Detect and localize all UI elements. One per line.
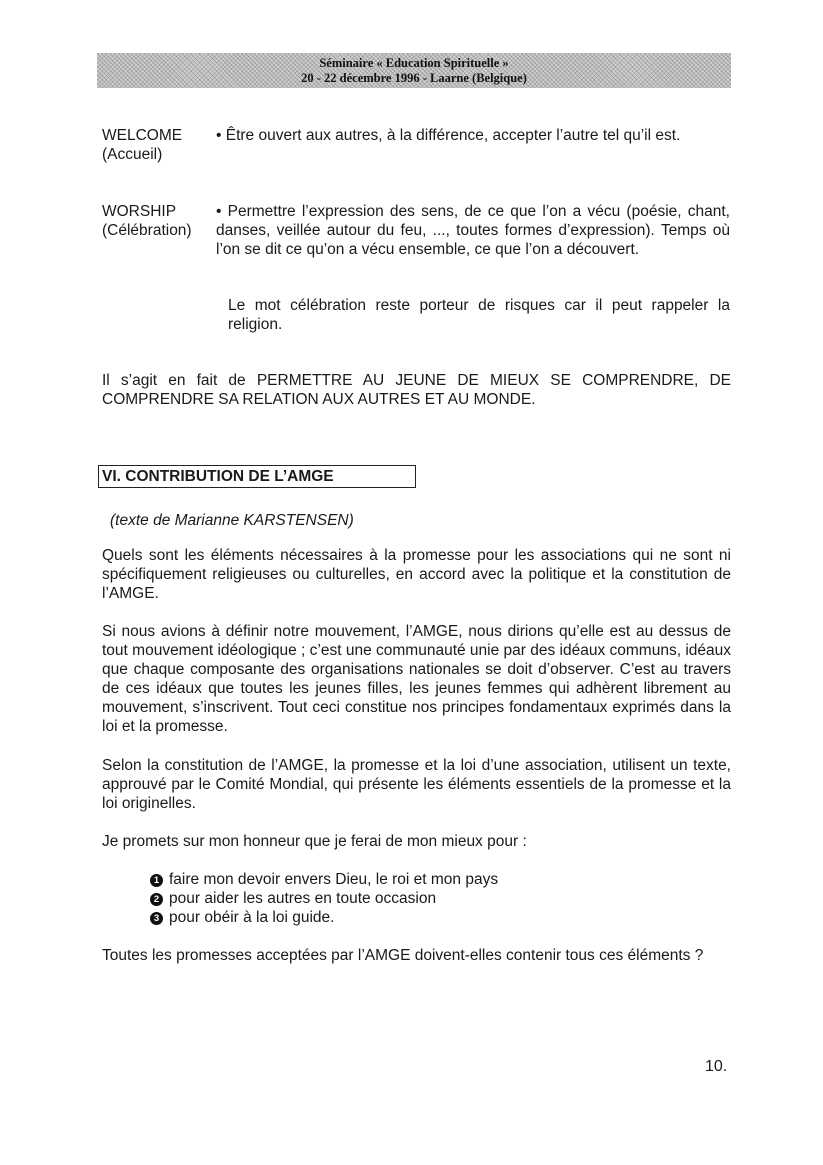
welcome-term-label: WELCOME bbox=[102, 127, 183, 144]
number-badge-1: 1 bbox=[150, 874, 163, 887]
paragraph-1: Quels sont les éléments nécessaires à la promesse pour les associations qui ne sont ni spécifiquement religieuses ou culturelles, en accord avec la politique et la constitution de l’AMGE. bbox=[102, 547, 731, 602]
welcome-description: • Être ouvert aux autres, à la différence, accepter l’autre tel qu’il est. bbox=[216, 127, 681, 144]
list-item-text: pour obéir à la loi guide. bbox=[169, 909, 335, 926]
worship-description: • Permettre l’expression des sens, de ce que l’on a vécu (poésie, chant, danses, veillée autour du feu, ..., toutes formes d’expression). Temps où l’on se dit ce qu’on a vécu ensemble, ce que l’on a découvert. bbox=[216, 203, 730, 258]
list-item bbox=[150, 870, 498, 889]
section-heading: VI. CONTRIBUTION DE L’AMGE bbox=[98, 465, 416, 488]
page-number: 10. bbox=[705, 1058, 728, 1075]
number-badge-2: 2 bbox=[150, 893, 163, 906]
number-badge-3: 3 bbox=[150, 912, 163, 925]
list-item-text: faire mon devoir envers Dieu, le roi et mon pays bbox=[169, 871, 499, 888]
paragraph-2: Si nous avions à définir notre mouvement, l’AMGE, nous dirions qu’elle est au dessus de tout mouvement idéologique ; c’est une communauté unie par des idéaux communs, idéaux que chaque composante des organisations nationales se doit d’observer. C’est au travers de ces idéaux que toutes les jeunes filles, les jeunes femmes qui adhèrent librement au mouvement, s’inscrivent. Tout ceci constitue nos principes fondamentaux exprimés dans la loi et la promesse. bbox=[102, 623, 731, 735]
welcome-term bbox=[102, 126, 182, 164]
welcome-subterm: (Accueil) bbox=[102, 146, 163, 163]
section-author: (texte de Marianne KARSTENSEN) bbox=[110, 512, 354, 529]
promise-list bbox=[150, 870, 498, 927]
header-date-location: 20 - 22 décembre 1996 - Laarne (Belgique) bbox=[301, 71, 527, 85]
worship-note: Le mot célébration reste porteur de risques car il peut rappeler la religion. bbox=[228, 297, 730, 333]
paragraph-3: Selon la constitution de l’AMGE, la promesse et la loi d’une association, utilisent un texte, approuvé par le Comité Mondial, qui présente les éléments essentiels de la promesse et la loi originelles. bbox=[102, 757, 731, 812]
paragraph-4: Je promets sur mon honneur que je ferai de mon mieux pour : bbox=[102, 833, 527, 850]
seminar-header bbox=[97, 53, 731, 88]
header-title: Séminaire « Education Spirituelle » bbox=[319, 56, 509, 70]
summary-paragraph: Il s’agit en fait de PERMETTRE AU JEUNE DE MIEUX SE COMPRENDRE, DE COMPRENDRE SA RELATION AUX AUTRES ET AU MONDE. bbox=[102, 372, 731, 408]
worship-term-label: WORSHIP bbox=[102, 203, 177, 220]
list-item-text: pour aider les autres en toute occasion bbox=[169, 890, 437, 907]
worship-term bbox=[102, 202, 192, 240]
list-item bbox=[150, 908, 498, 927]
closing-paragraph: Toutes les promesses acceptées par l’AMGE doivent-elles contenir tous ces éléments ? bbox=[102, 947, 704, 964]
list-item bbox=[150, 889, 498, 908]
worship-subterm: (Célébration) bbox=[102, 222, 192, 239]
